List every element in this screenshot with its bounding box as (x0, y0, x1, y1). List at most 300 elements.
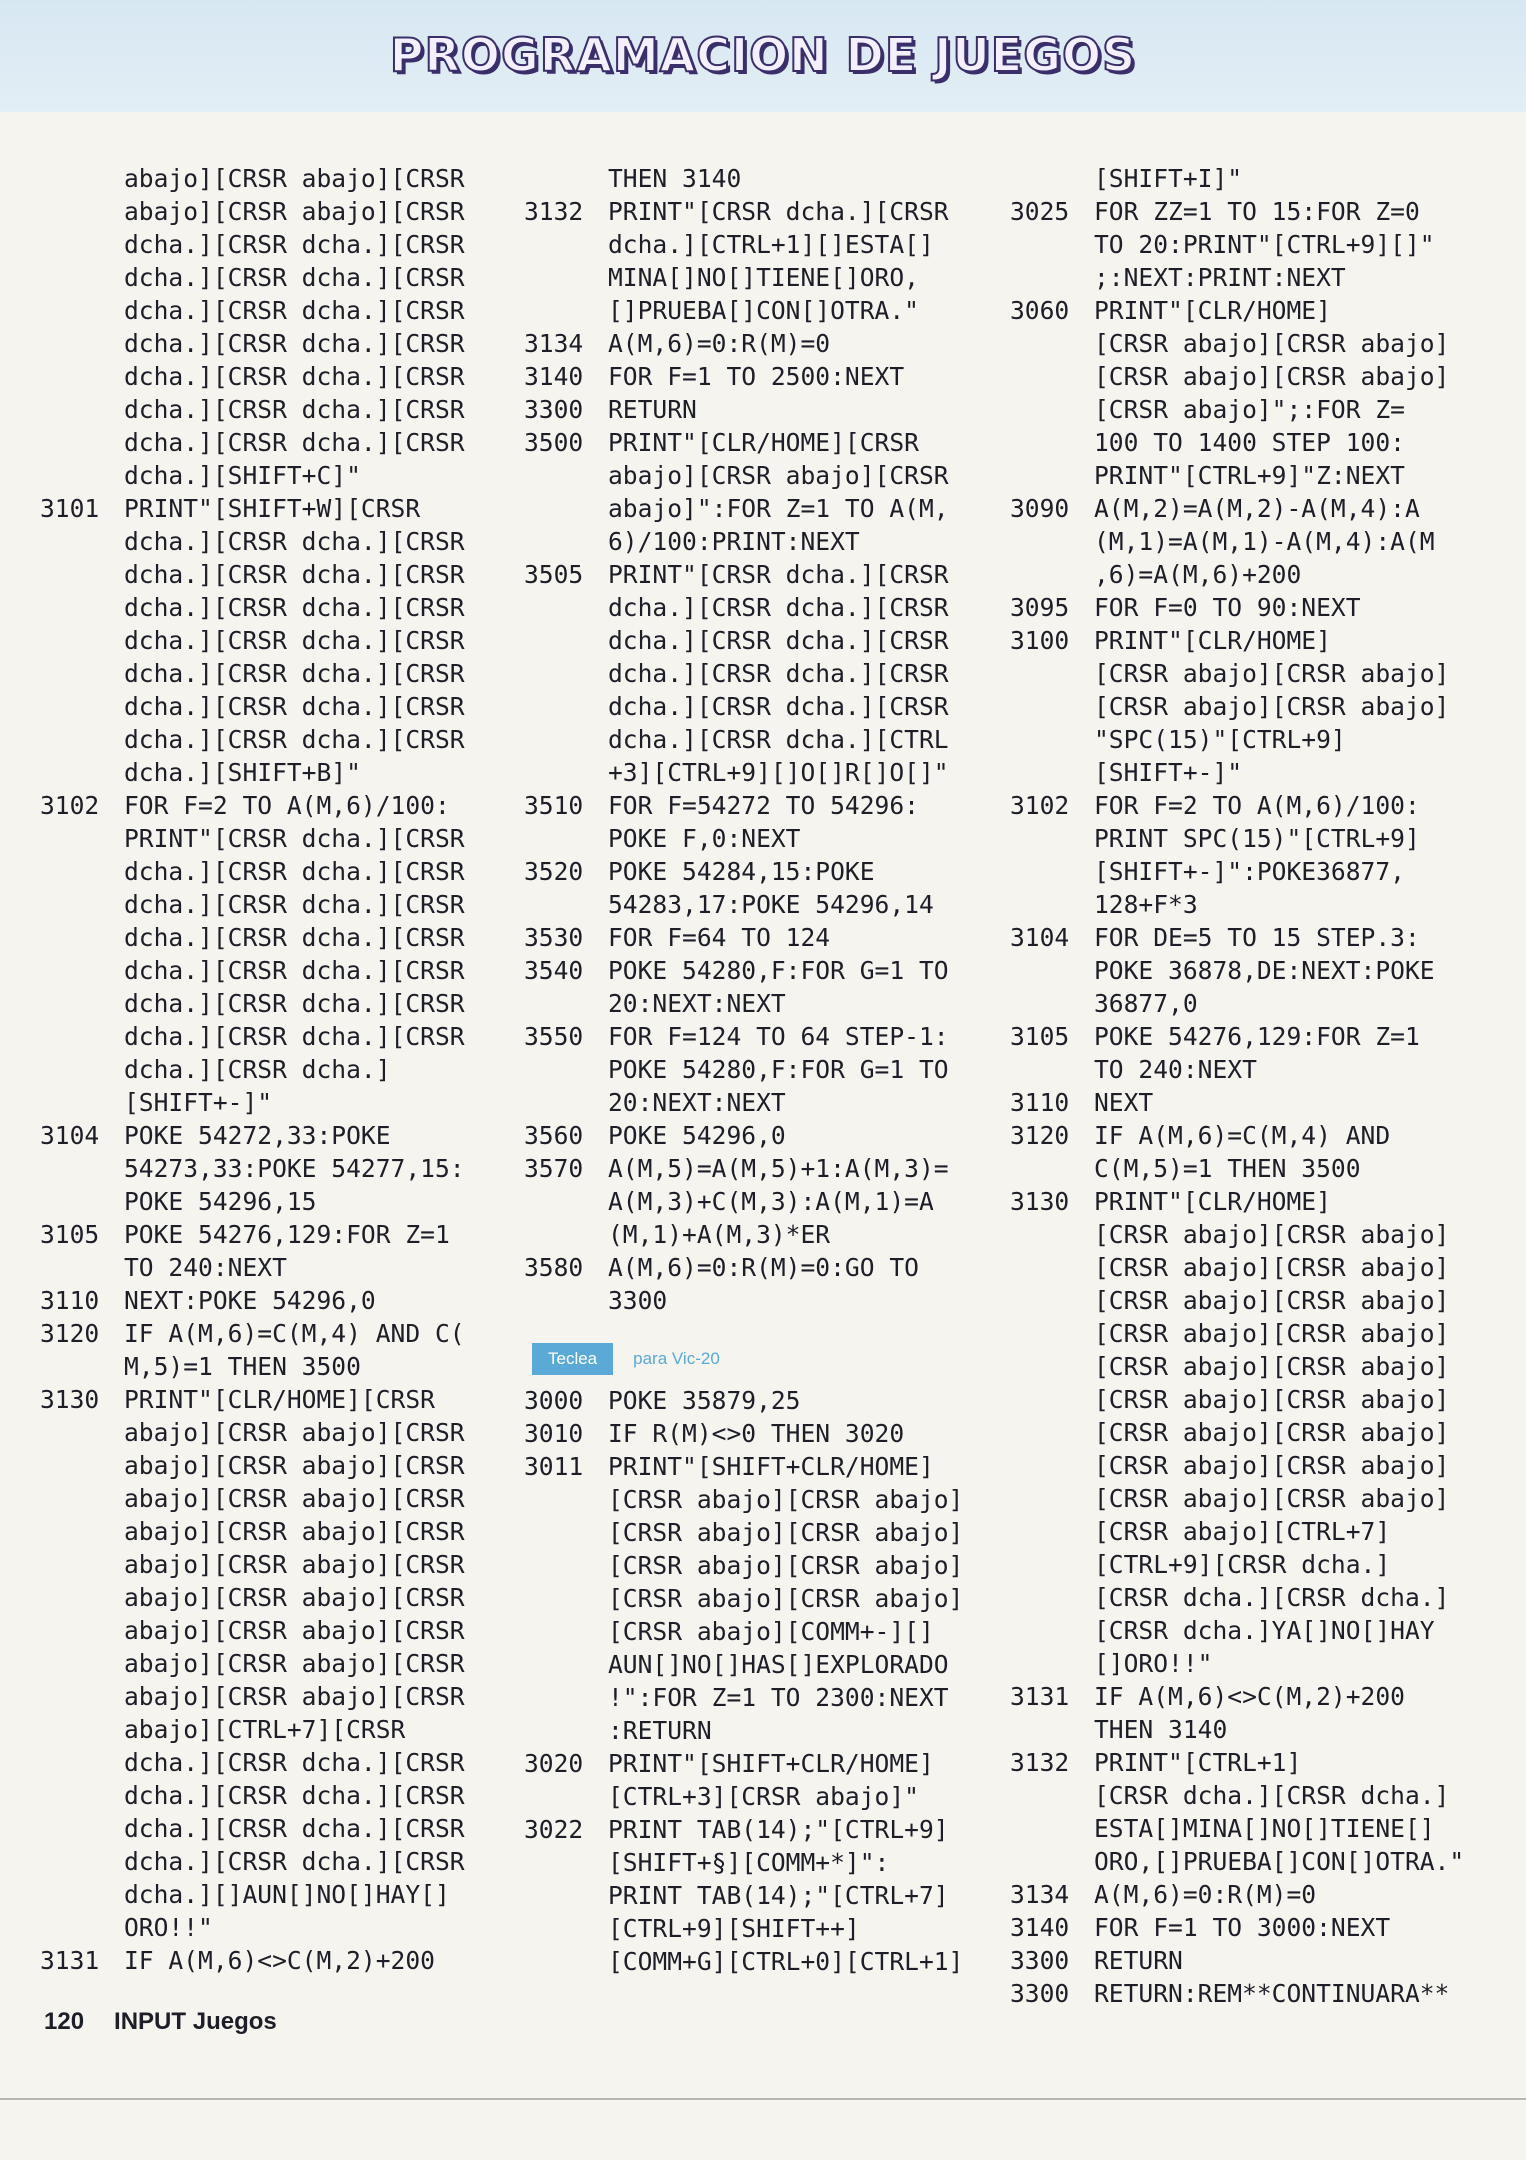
code-text: A(M,6)=0:R(M)=0 (608, 329, 831, 358)
line-number (524, 1615, 608, 1648)
line-number (40, 1482, 124, 1515)
code-line (524, 1053, 1014, 1086)
code-line (40, 327, 520, 360)
code-line (524, 1152, 1014, 1185)
line-number (524, 1516, 608, 1549)
line-number (524, 723, 608, 756)
code-text: [CRSR abajo][CRSR abajo] (1094, 692, 1450, 721)
code-line (40, 1845, 520, 1878)
code-text: PRINT"[SHIFT+CLR/HOME] (608, 1452, 934, 1481)
code-line (524, 1945, 1014, 1978)
code-line (40, 1251, 520, 1284)
code-line (40, 1680, 520, 1713)
code-text: dcha.][CRSR dcha.] (124, 1055, 391, 1084)
code-text: [CRSR dcha.][CRSR dcha.] (1094, 1583, 1450, 1612)
line-number (40, 1350, 124, 1383)
code-line (524, 756, 1014, 789)
code-text: [CRSR abajo][CRSR abajo] (608, 1518, 964, 1547)
code-line (524, 195, 1014, 228)
line-number (524, 1053, 608, 1086)
line-number (40, 1581, 124, 1614)
line-number: 3101 (40, 494, 100, 523)
code-column-2 (524, 162, 1014, 1317)
code-text: POKE 54272,33:POKE (124, 1121, 391, 1150)
code-line (40, 1779, 520, 1812)
line-number: 3520 (524, 857, 584, 886)
code-line (40, 525, 520, 558)
code-line (1010, 1416, 1510, 1449)
line-number (40, 987, 124, 1020)
code-line (524, 393, 1014, 426)
code-text: POKE 54276,129:FOR Z=1 (1094, 1022, 1420, 1051)
line-number: 3560 (524, 1121, 584, 1150)
code-line (524, 1681, 1014, 1714)
line-number (1010, 855, 1094, 888)
code-text: POKE 54276,129:FOR Z=1 (124, 1220, 450, 1249)
code-text: IF R(M)<>0 THEN 3020 (608, 1419, 905, 1448)
line-number (1010, 690, 1094, 723)
code-line (40, 1944, 520, 1977)
code-text: dcha.][CRSR dcha.][CRSR (124, 692, 465, 721)
code-text: A(M,6)=0:R(M)=0:GO TO (608, 1253, 919, 1282)
code-line (524, 1483, 1014, 1516)
line-number (524, 525, 608, 558)
code-text: [CRSR abajo][CRSR abajo] (1094, 1286, 1450, 1315)
line-number (40, 888, 124, 921)
code-line (40, 459, 520, 492)
code-line (1010, 393, 1510, 426)
code-text: dcha.][CRSR dcha.][CRSR (124, 1781, 465, 1810)
code-text: THEN 3140 (608, 164, 742, 193)
code-text: abajo][CRSR abajo][CRSR (124, 1550, 465, 1579)
line-number (1010, 1416, 1094, 1449)
line-number (1010, 1845, 1094, 1878)
line-number (40, 591, 124, 624)
line-number (524, 1549, 608, 1582)
code-line (40, 1383, 520, 1416)
code-line (1010, 1581, 1510, 1614)
code-text: [CRSR abajo][CRSR abajo] (1094, 362, 1450, 391)
line-number (1010, 525, 1094, 558)
code-text: []PRUEBA[]CON[]OTRA." (608, 296, 919, 325)
code-text: PRINT"[SHIFT+CLR/HOME] (608, 1749, 934, 1778)
line-number (524, 1483, 608, 1516)
code-line (1010, 1515, 1510, 1548)
code-text: RETURN (608, 395, 697, 424)
code-text: dcha.][CRSR dcha.][CRSR (124, 1847, 465, 1876)
code-text: NEXT (1094, 1088, 1154, 1117)
code-line (524, 360, 1014, 393)
code-text: dcha.][CRSR dcha.][CRSR (124, 593, 465, 622)
line-number: 3134 (1010, 1880, 1070, 1909)
code-line (40, 1713, 520, 1746)
line-number (40, 195, 124, 228)
line-number: 3530 (524, 923, 584, 952)
code-column-2-vic20 (524, 1384, 1014, 1978)
code-line (40, 261, 520, 294)
line-number (40, 1449, 124, 1482)
code-text: POKE 54296,0 (608, 1121, 786, 1150)
code-line (524, 1813, 1014, 1846)
tag-sublabel: para Vic-20 (633, 1349, 720, 1368)
code-text: dcha.][CTRL+1][]ESTA[] (608, 230, 934, 259)
line-number (40, 855, 124, 888)
code-line (1010, 492, 1510, 525)
code-text: !":FOR Z=1 TO 2300:NEXT (608, 1683, 949, 1712)
code-text: [SHIFT+-]":POKE36877, (1094, 857, 1405, 886)
code-text: []ORO!!" (1094, 1649, 1213, 1678)
code-line (524, 261, 1014, 294)
code-line (40, 162, 520, 195)
code-text: PRINT"[CRSR dcha.][CRSR (608, 197, 949, 226)
line-number: 3300 (1010, 1946, 1070, 1975)
code-line (1010, 1845, 1510, 1878)
line-number (524, 657, 608, 690)
line-number (1010, 1251, 1094, 1284)
code-line (1010, 459, 1510, 492)
code-line (524, 1185, 1014, 1218)
code-line (1010, 987, 1510, 1020)
line-number (40, 657, 124, 690)
code-text: TO 240:NEXT (124, 1253, 287, 1282)
line-number (40, 459, 124, 492)
code-text: TO 20:PRINT"[CTRL+9][]" (1094, 230, 1435, 259)
code-text: IF A(M,6)=C(M,4) AND (1094, 1121, 1391, 1150)
line-number (1010, 1152, 1094, 1185)
code-line (40, 1086, 520, 1119)
code-line (40, 228, 520, 261)
code-line (1010, 1185, 1510, 1218)
line-number: 3131 (1010, 1682, 1070, 1711)
code-line (1010, 921, 1510, 954)
code-text: (M,1)+A(M,3)*ER (608, 1220, 831, 1249)
code-text: dcha.][SHIFT+B]" (124, 758, 361, 787)
code-text: PRINT"[CRSR dcha.][CRSR (124, 824, 465, 853)
code-line (40, 756, 520, 789)
code-line (524, 822, 1014, 855)
code-text: ;:NEXT:PRINT:NEXT (1094, 263, 1346, 292)
code-text: 6)/100:PRINT:NEXT (608, 527, 860, 556)
code-text: dcha.][CRSR dcha.][CRSR (124, 626, 465, 655)
code-line (524, 987, 1014, 1020)
code-text: 36877,0 (1094, 989, 1198, 1018)
code-text: 3300 (608, 1286, 668, 1315)
code-text: POKE 54280,F:FOR G=1 TO (608, 956, 949, 985)
code-text: ORO!!" (124, 1913, 213, 1942)
line-number: 3510 (524, 791, 584, 820)
line-number: 3011 (524, 1452, 584, 1481)
code-line (40, 1053, 520, 1086)
code-text: 54283,17:POKE 54296,14 (608, 890, 934, 919)
code-text: PRINT"[CTRL+9]"Z:NEXT (1094, 461, 1405, 490)
line-number (40, 1020, 124, 1053)
code-line (524, 723, 1014, 756)
line-number (40, 1779, 124, 1812)
line-number (40, 1185, 124, 1218)
code-text: PRINT"[CTRL+1] (1094, 1748, 1302, 1777)
code-line (40, 1581, 520, 1614)
line-number (40, 525, 124, 558)
code-line (524, 294, 1014, 327)
code-line (524, 855, 1014, 888)
code-text: [CRSR abajo][CRSR abajo] (1094, 1319, 1450, 1348)
line-number (1010, 1713, 1094, 1746)
code-text: FOR F=0 TO 90:NEXT (1094, 593, 1361, 622)
code-line (1010, 954, 1510, 987)
code-text: [CRSR abajo][CTRL+7] (1094, 1517, 1391, 1546)
code-text: [CRSR abajo][CRSR abajo] (1094, 1418, 1450, 1447)
line-number (1010, 1515, 1094, 1548)
code-text: dcha.][]AUN[]NO[]HAY[] (124, 1880, 450, 1909)
line-number (40, 1152, 124, 1185)
page-footer (44, 2008, 277, 2036)
code-line (524, 558, 1014, 591)
code-line (524, 1549, 1014, 1582)
code-text: [CRSR abajo][CRSR abajo] (1094, 659, 1450, 688)
code-line (40, 1812, 520, 1845)
code-text: [CTRL+3][CRSR abajo]" (608, 1782, 919, 1811)
code-text: dcha.][CRSR dcha.][CRSR (124, 1022, 465, 1051)
line-number (40, 723, 124, 756)
line-number (1010, 426, 1094, 459)
line-number (524, 1879, 608, 1912)
code-line (40, 360, 520, 393)
code-line (40, 393, 520, 426)
code-text: PRINT"[CLR/HOME] (1094, 296, 1331, 325)
code-line (524, 1516, 1014, 1549)
code-line (1010, 888, 1510, 921)
code-text: 20:NEXT:NEXT (608, 1088, 786, 1117)
code-text: dcha.][CRSR dcha.][CRSR (608, 659, 949, 688)
line-number (40, 1515, 124, 1548)
code-line (524, 591, 1014, 624)
code-line (1010, 789, 1510, 822)
code-line (524, 426, 1014, 459)
code-text: FOR F=1 TO 2500:NEXT (608, 362, 905, 391)
line-number (1010, 1317, 1094, 1350)
code-line (1010, 1911, 1510, 1944)
code-line (1010, 690, 1510, 723)
code-line (524, 525, 1014, 558)
line-number: 3090 (1010, 494, 1070, 523)
code-line (40, 1284, 520, 1317)
code-text: abajo][CRSR abajo][CRSR (124, 1616, 465, 1645)
line-number (524, 492, 608, 525)
code-text: :RETURN (608, 1716, 712, 1745)
line-number (1010, 1581, 1094, 1614)
code-line (40, 1218, 520, 1251)
line-number (40, 1746, 124, 1779)
code-text: [CRSR abajo][CRSR abajo] (1094, 329, 1450, 358)
line-number (1010, 360, 1094, 393)
code-line (40, 789, 520, 822)
code-line (524, 690, 1014, 723)
code-line (524, 162, 1014, 195)
line-number (1010, 1647, 1094, 1680)
code-line (1010, 426, 1510, 459)
line-number (40, 1548, 124, 1581)
line-number: 3102 (40, 791, 100, 820)
code-line (40, 1449, 520, 1482)
line-number (40, 756, 124, 789)
code-text: FOR F=124 TO 64 STEP-1: (608, 1022, 949, 1051)
line-number: 3105 (40, 1220, 100, 1249)
code-text: [CRSR dcha.]YA[]NO[]HAY (1094, 1616, 1435, 1645)
code-text: dcha.][CRSR dcha.][CRSR (124, 659, 465, 688)
code-line (1010, 195, 1510, 228)
page-number: 120 (44, 2008, 85, 2035)
code-line (1010, 1944, 1510, 1977)
code-text: MINA[]NO[]TIENE[]ORO, (608, 263, 919, 292)
code-text: A(M,5)=A(M,5)+1:A(M,3)= (608, 1154, 949, 1183)
code-text: abajo][CRSR abajo][CRSR (124, 197, 465, 226)
line-number: 3131 (40, 1946, 100, 1975)
line-number (40, 1416, 124, 1449)
code-text: FOR F=2 TO A(M,6)/100: (1094, 791, 1420, 820)
line-number (40, 1878, 124, 1911)
line-number (524, 987, 608, 1020)
line-number (40, 1680, 124, 1713)
line-number (40, 1251, 124, 1284)
code-text: abajo][CRSR abajo][CRSR (124, 1583, 465, 1612)
line-number (524, 1780, 608, 1813)
line-number (1010, 1218, 1094, 1251)
code-text: [CRSR abajo][CRSR abajo] (608, 1485, 964, 1514)
code-text: dcha.][CRSR dcha.][CRSR (124, 857, 465, 886)
code-line (524, 1714, 1014, 1747)
code-text: PRINT"[CLR/HOME] (1094, 1187, 1331, 1216)
code-line (40, 1482, 520, 1515)
code-line (40, 954, 520, 987)
code-line (40, 1911, 520, 1944)
line-number: 3132 (1010, 1748, 1070, 1777)
code-text: FOR DE=5 TO 15 STEP.3: (1094, 923, 1420, 952)
code-line (524, 1119, 1014, 1152)
code-line (524, 1747, 1014, 1780)
code-text: (M,1)=A(M,1)-A(M,4):A(M (1094, 527, 1435, 556)
code-line (524, 1020, 1014, 1053)
line-number (1010, 1350, 1094, 1383)
line-number (524, 1218, 608, 1251)
line-number: 3120 (40, 1319, 100, 1348)
code-text: TO 240:NEXT (1094, 1055, 1257, 1084)
line-number: 3110 (1010, 1088, 1070, 1117)
line-number: 3105 (1010, 1022, 1070, 1051)
code-line (524, 1615, 1014, 1648)
code-text: dcha.][CRSR dcha.][CRSR (124, 230, 465, 259)
code-line (1010, 1383, 1510, 1416)
code-line (524, 1450, 1014, 1483)
code-text: NEXT:POKE 54296,0 (124, 1286, 376, 1315)
code-line (1010, 1449, 1510, 1482)
code-text: [CRSR abajo][CRSR abajo] (1094, 1220, 1450, 1249)
code-text: PRINT"[CLR/HOME][CRSR (608, 428, 919, 457)
code-line (524, 921, 1014, 954)
line-number (524, 261, 608, 294)
code-text: POKE 54284,15:POKE (608, 857, 875, 886)
code-text: [CRSR abajo][CRSR abajo] (1094, 1352, 1450, 1381)
section-tag (532, 1342, 720, 1376)
line-number (1010, 1449, 1094, 1482)
line-number (1010, 888, 1094, 921)
line-number (524, 1714, 608, 1747)
code-line (524, 789, 1014, 822)
code-line (524, 1251, 1014, 1284)
code-text: PRINT TAB(14);"[CTRL+7] (608, 1881, 949, 1910)
code-line (40, 1152, 520, 1185)
code-text: dcha.][CRSR dcha.][CTRL (608, 725, 949, 754)
code-text: IF A(M,6)<>C(M,2)+200 (124, 1946, 435, 1975)
line-number (524, 624, 608, 657)
code-text: FOR F=2 TO A(M,6)/100: (124, 791, 450, 820)
code-text: [CRSR abajo][CRSR abajo] (1094, 1253, 1450, 1282)
code-text: 54273,33:POKE 54277,15: (124, 1154, 465, 1183)
line-number (40, 954, 124, 987)
line-number (40, 327, 124, 360)
line-number (1010, 261, 1094, 294)
code-line (40, 1350, 520, 1383)
code-line (1010, 228, 1510, 261)
line-number (524, 690, 608, 723)
page-header-title: PROGRAMACION DE JUEGOS (389, 28, 1137, 82)
code-text: "SPC(15)"[CTRL+9] (1094, 725, 1346, 754)
code-text: IF A(M,6)<>C(M,2)+200 (1094, 1682, 1405, 1711)
code-line (1010, 1746, 1510, 1779)
code-text: dcha.][CRSR dcha.][CRSR (124, 263, 465, 292)
code-text: ORO,[]PRUEBA[]CON[]OTRA." (1094, 1847, 1465, 1876)
code-line (1010, 822, 1510, 855)
code-line (40, 591, 520, 624)
code-text: A(M,6)=0:R(M)=0 (1094, 1880, 1317, 1909)
code-line (1010, 1350, 1510, 1383)
code-line (40, 921, 520, 954)
code-text: PRINT"[CLR/HOME][CRSR (124, 1385, 435, 1414)
code-text: abajo][CRSR abajo][CRSR (124, 1682, 465, 1711)
line-number (40, 1647, 124, 1680)
line-number (40, 624, 124, 657)
code-line (40, 1119, 520, 1152)
line-number (40, 393, 124, 426)
code-text: [CTRL+9][CRSR dcha.] (1094, 1550, 1391, 1579)
code-line (40, 657, 520, 690)
code-text: +3][CTRL+9][]O[]R[]O[]" (608, 758, 949, 787)
code-text: [SHIFT+-]" (1094, 758, 1243, 787)
line-number: 3060 (1010, 296, 1070, 325)
code-line (1010, 1053, 1510, 1086)
line-number (1010, 1614, 1094, 1647)
code-text: PRINT"[CLR/HOME] (1094, 626, 1331, 655)
code-text: THEN 3140 (1094, 1715, 1228, 1744)
code-text: dcha.][CRSR dcha.][CRSR (608, 626, 949, 655)
code-text: [SHIFT+§][COMM+*]": (608, 1848, 890, 1877)
code-line (40, 855, 520, 888)
line-number (524, 1912, 608, 1945)
line-number (1010, 1284, 1094, 1317)
line-number: 3130 (40, 1385, 100, 1414)
line-number (40, 294, 124, 327)
code-text: abajo][CRSR abajo][CRSR (124, 164, 465, 193)
code-text: PRINT"[SHIFT+W][CRSR (124, 494, 421, 523)
code-line (40, 690, 520, 723)
code-text: dcha.][CRSR dcha.][CRSR (124, 923, 465, 952)
code-line (524, 657, 1014, 690)
code-line (1010, 1812, 1510, 1845)
code-text: abajo][CTRL+7][CRSR (124, 1715, 406, 1744)
code-text: M,5)=1 THEN 3500 (124, 1352, 361, 1381)
line-number: 3110 (40, 1286, 100, 1315)
code-text: FOR ZZ=1 TO 15:FOR Z=0 (1094, 197, 1420, 226)
line-number (1010, 558, 1094, 591)
